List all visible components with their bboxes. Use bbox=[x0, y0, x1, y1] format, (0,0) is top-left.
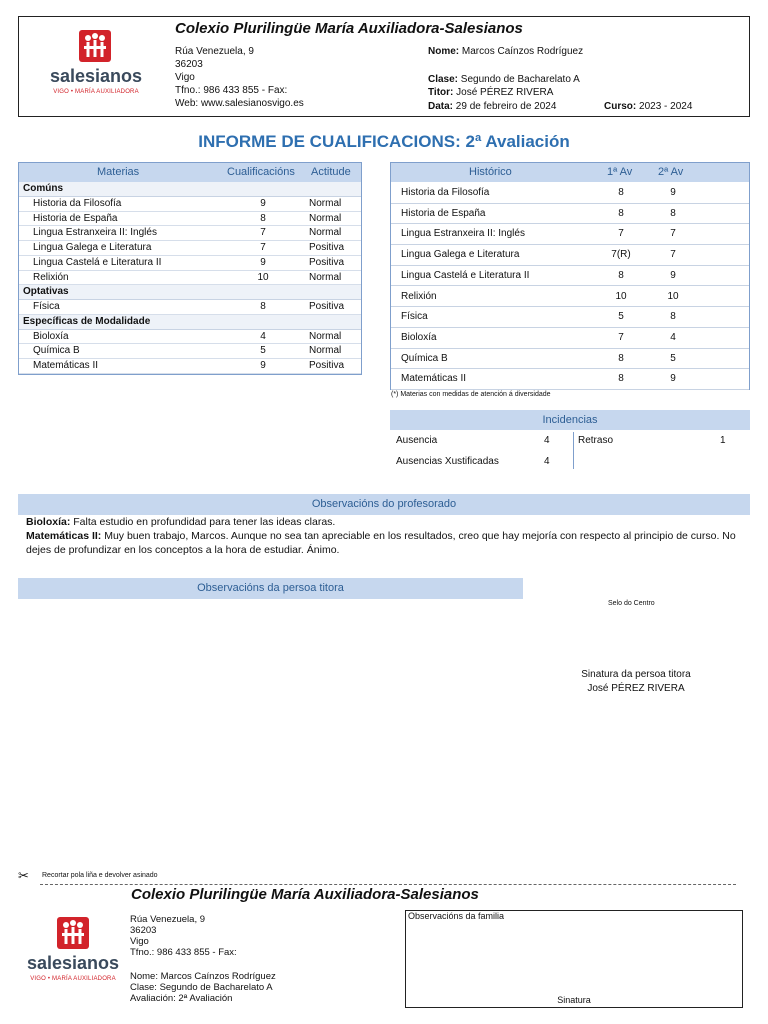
slip-school-name: Colexio Plurilingüe María Auxiliadora-Salesianos bbox=[131, 886, 479, 903]
observations-list bbox=[26, 515, 744, 557]
history-av2: 4 bbox=[670, 331, 676, 343]
grade-value: 9 bbox=[260, 197, 266, 209]
incidencias-retraso-value: 1 bbox=[720, 435, 726, 446]
grades-row bbox=[19, 344, 361, 359]
history-row bbox=[391, 349, 749, 370]
history-header bbox=[391, 163, 749, 182]
grade-attitude: Normal bbox=[309, 197, 342, 209]
grades-table bbox=[18, 162, 362, 375]
history-av1: 10 bbox=[615, 290, 627, 302]
clase-value: Segundo de Bacharelato A bbox=[460, 74, 580, 85]
col-actitude: Actitude bbox=[311, 166, 351, 178]
signature-name: José PÉREZ RIVERA bbox=[587, 683, 685, 694]
observations-header bbox=[18, 494, 750, 515]
scissors-icon: ✂ bbox=[18, 868, 29, 883]
cut-instructions: Recortar pola liña e devolver asinado bbox=[42, 872, 158, 879]
slip-nome: Nome: Marcos Caínzos Rodríguez bbox=[130, 971, 276, 982]
cut-line bbox=[40, 884, 736, 885]
family-observations-box[interactable] bbox=[405, 910, 743, 1008]
grades-row bbox=[19, 226, 361, 241]
grade-attitude: Normal bbox=[309, 227, 342, 239]
history-av2: 8 bbox=[670, 207, 676, 219]
observations-title: Observacións do profesorado bbox=[311, 498, 457, 510]
history-row bbox=[391, 204, 749, 225]
report-date bbox=[428, 100, 556, 113]
history-subject: Física bbox=[401, 311, 428, 323]
grade-value: 9 bbox=[260, 360, 266, 371]
nome-label: Nome: bbox=[428, 46, 460, 57]
incidencias-xustificadas-label: Ausencias Xustificadas bbox=[396, 456, 499, 467]
history-av2: 7 bbox=[670, 249, 676, 261]
history-av2: 9 bbox=[670, 373, 676, 385]
report-title-eval: 2ª Avaliación bbox=[465, 132, 570, 151]
grade-attitude: Positiva bbox=[309, 256, 345, 268]
logo-word: salesianos bbox=[49, 66, 143, 86]
incidencias-retraso-label: Retraso bbox=[578, 435, 614, 446]
history-subject: Química B bbox=[401, 352, 448, 364]
history-subject: Historia de España bbox=[401, 207, 486, 219]
grades-row bbox=[19, 197, 361, 212]
history-row bbox=[391, 369, 749, 390]
grades-row bbox=[19, 359, 361, 374]
titor-value: José PÉREZ RIVERA bbox=[456, 87, 554, 98]
incidencias-title: Incidencias bbox=[542, 414, 598, 426]
nome-value: Marcos Caínzos Rodríguez bbox=[461, 46, 584, 57]
grades-group-name: Optativas bbox=[23, 286, 69, 298]
tutor-observations-header bbox=[18, 578, 523, 599]
grade-value: 10 bbox=[257, 271, 269, 283]
grade-attitude: Positiva bbox=[309, 301, 345, 312]
grades-row bbox=[19, 241, 361, 256]
history-av1: 8 bbox=[618, 269, 624, 281]
history-subject: Lingua Galega e Literatura bbox=[401, 249, 520, 261]
history-av2: 9 bbox=[670, 269, 676, 281]
grades-row bbox=[19, 212, 361, 227]
curso-value: 2023 - 2024 bbox=[639, 101, 693, 112]
col-av1: 1ª Av bbox=[607, 166, 633, 178]
history-av2: 7 bbox=[670, 228, 676, 240]
student-class bbox=[428, 73, 580, 86]
grade-subject: Lingua Castelá e Literatura II bbox=[33, 256, 162, 268]
observation-text: Muy buen trabajo, Marcos. Aunque no sea tan apreciable en los resultados, creo que hay mejoría con respecto al principio de curso. No dejes de profundizar en los conceptos a la hora de estudiar. Ánimo. bbox=[26, 530, 736, 556]
history-row bbox=[391, 266, 749, 287]
slip-clase: Clase: Segundo de Bacharelato A bbox=[130, 982, 273, 993]
history-av1: 8 bbox=[618, 352, 624, 364]
grade-subject: Física bbox=[33, 301, 60, 312]
history-av1: 8 bbox=[618, 207, 624, 219]
history-av1: 7 bbox=[618, 228, 624, 240]
tutor-observations-title: Observacións da persoa titora bbox=[197, 582, 344, 594]
seal-label: Selo do Centro bbox=[608, 600, 655, 607]
grades-row bbox=[19, 256, 361, 271]
slip-student bbox=[130, 971, 276, 1004]
data-label: Data: bbox=[428, 101, 454, 112]
school-name: Colexio Plurilingüe María Auxiliadora-Salesianos bbox=[175, 20, 523, 37]
observation-item bbox=[26, 529, 744, 557]
history-subject: Lingua Castelá e Literatura II bbox=[401, 269, 530, 281]
report-title-main: INFORME DE CUALIFICACIONS: bbox=[198, 132, 461, 151]
grade-value: 8 bbox=[260, 212, 266, 224]
school-address bbox=[175, 45, 304, 110]
grade-attitude: Normal bbox=[309, 345, 342, 357]
history-row bbox=[391, 245, 749, 266]
observation-subject: Matemáticas II: bbox=[26, 530, 102, 542]
slip-logo-subtitle: VIGO • MARÍA AUXILIADORA bbox=[30, 976, 116, 982]
logo-subtitle: VIGO • MARÍA AUXILIADORA bbox=[53, 89, 139, 95]
grade-subject: Relixión bbox=[33, 271, 69, 283]
slip-logo-figures-icon bbox=[57, 917, 89, 949]
incidencias-header bbox=[390, 410, 750, 430]
grades-group-header bbox=[19, 285, 361, 300]
student-tutor bbox=[428, 86, 553, 99]
history-av2: 9 bbox=[670, 187, 676, 198]
grades-group-name: Específicas de Modalidade bbox=[23, 315, 151, 327]
grade-value: 4 bbox=[260, 330, 266, 342]
grade-attitude: Normal bbox=[309, 271, 342, 283]
col-av2: 2ª Av bbox=[658, 166, 684, 178]
grade-subject: Matemáticas II bbox=[33, 360, 99, 371]
grades-group-header bbox=[19, 182, 361, 197]
history-av2: 10 bbox=[667, 290, 679, 302]
grade-subject: Química B bbox=[33, 345, 80, 357]
incidencias-divider bbox=[573, 432, 574, 469]
history-av1: 7 bbox=[618, 331, 624, 343]
grades-group-header bbox=[19, 315, 361, 330]
history-av2: 5 bbox=[670, 352, 676, 364]
slip-address-line: Vigo bbox=[130, 936, 149, 947]
slip-address bbox=[130, 914, 237, 958]
history-av1: 8 bbox=[618, 187, 624, 198]
history-note: (*) Materias con medidas de atención á diversidade bbox=[391, 391, 551, 398]
address-line: Vigo bbox=[175, 72, 195, 83]
curso-label: Curso: bbox=[604, 101, 637, 112]
history-av1: 8 bbox=[618, 373, 624, 385]
slip-school-logo bbox=[25, 917, 121, 985]
slip-address-line: Rúa Venezuela, 9 bbox=[130, 914, 206, 925]
grade-attitude: Positiva bbox=[309, 360, 345, 371]
address-line: Web: www.salesianosvigo.es bbox=[175, 98, 304, 109]
family-observations-label: Observacións da familia bbox=[408, 911, 505, 921]
history-row bbox=[391, 328, 749, 349]
grades-row bbox=[19, 330, 361, 345]
history-subject: Historia da Filosofía bbox=[401, 187, 490, 198]
school-year bbox=[604, 100, 692, 113]
grade-attitude: Positiva bbox=[309, 242, 345, 253]
titor-label: Titor: bbox=[428, 87, 454, 98]
observation-subject: Bioloxía: bbox=[26, 516, 71, 528]
address-line: 36203 bbox=[175, 59, 203, 70]
report-title bbox=[0, 132, 768, 152]
history-av1: 7(R) bbox=[611, 249, 631, 261]
col-materias: Materias bbox=[97, 166, 140, 178]
grade-attitude: Normal bbox=[309, 330, 342, 342]
address-line: Tfno.: 986 433 855 - Fax: bbox=[175, 85, 288, 96]
grade-value: 9 bbox=[260, 256, 266, 268]
grade-subject: Bioloxía bbox=[33, 330, 69, 342]
incidencias-xustificadas-value: 4 bbox=[544, 456, 550, 467]
history-subject: Relixión bbox=[401, 290, 437, 302]
grades-group-name: Comúns bbox=[23, 183, 63, 194]
incidencias-ausencia-label: Ausencia bbox=[396, 435, 438, 446]
observation-text: Falta estudio en profundidad para tener las ideas claras. bbox=[70, 516, 336, 528]
history-subject: Bioloxía bbox=[401, 331, 437, 343]
history-subject: Matemáticas II bbox=[401, 373, 467, 385]
grade-value: 5 bbox=[260, 345, 266, 357]
history-row bbox=[391, 287, 749, 308]
student-name bbox=[428, 45, 583, 58]
signature-label: Sinatura da persoa titora bbox=[581, 669, 691, 680]
logo-figures-icon bbox=[79, 30, 111, 62]
slip-logo-word: salesianos bbox=[26, 953, 120, 973]
school-logo bbox=[46, 30, 146, 100]
grade-subject: Lingua Galega e Literatura bbox=[33, 242, 152, 253]
data-value: 29 de febreiro de 2024 bbox=[455, 101, 557, 112]
slip-avaliacion: Avaliación: 2ª Avaliación bbox=[130, 993, 233, 1004]
history-table bbox=[390, 162, 750, 390]
grade-subject: Historia da Filosofía bbox=[33, 197, 122, 209]
clase-label: Clase: bbox=[428, 74, 459, 85]
observation-item bbox=[26, 515, 744, 529]
history-subject: Lingua Estranxeira II: Inglés bbox=[401, 228, 525, 240]
grade-value: 7 bbox=[260, 242, 266, 253]
grade-value: 7 bbox=[260, 227, 266, 239]
history-row bbox=[391, 307, 749, 328]
history-row bbox=[391, 183, 749, 204]
slip-address-line: Tfno.: 986 433 855 - Fax: bbox=[130, 947, 237, 958]
history-row bbox=[391, 224, 749, 245]
grade-subject: Lingua Estranxeira II: Inglés bbox=[33, 227, 157, 239]
col-historico: Histórico bbox=[469, 166, 512, 178]
history-av1: 5 bbox=[618, 311, 624, 323]
incidencias-ausencia-value: 4 bbox=[544, 435, 550, 446]
family-signature-label: Sinatura bbox=[557, 995, 591, 1005]
slip-address-line: 36203 bbox=[130, 925, 157, 936]
grade-attitude: Normal bbox=[309, 212, 342, 224]
grades-row bbox=[19, 271, 361, 286]
grades-row bbox=[19, 300, 361, 315]
grades-header bbox=[19, 163, 361, 182]
col-cualificacions: Cualificacións bbox=[227, 166, 295, 178]
history-av2: 8 bbox=[670, 311, 676, 323]
grade-value: 8 bbox=[260, 301, 266, 312]
address-line: Rúa Venezuela, 9 bbox=[175, 46, 254, 57]
grade-subject: Historia de España bbox=[33, 212, 118, 224]
